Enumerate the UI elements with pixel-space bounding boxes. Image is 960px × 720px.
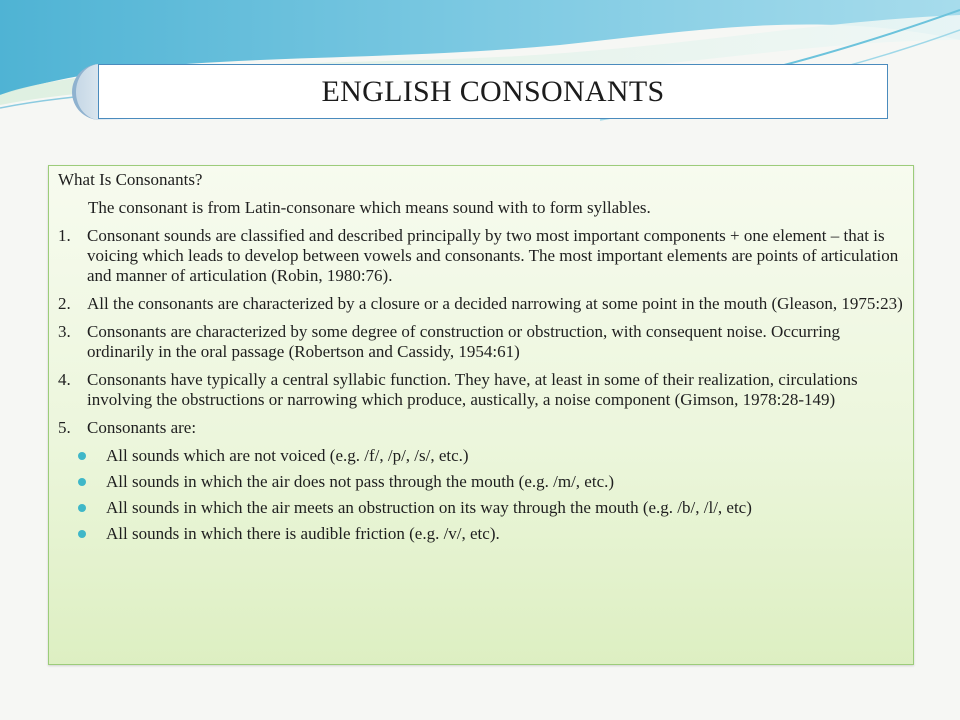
bullet-text: All sounds in which there is audible friction (e.g. /v/, etc). [106, 524, 500, 543]
point-text: Consonants are: [87, 418, 197, 437]
definition-text: The consonant is from Latin-consonare which means sound with to form syllables. [88, 198, 651, 217]
bullet-text: All sounds in which the air meets an obstruction on its way through the mouth (e.g. /b/, /l/, etc) [106, 498, 752, 517]
bullet-dot-icon [78, 530, 86, 538]
list-item [78, 472, 906, 492]
numbered-point-4 [58, 370, 906, 410]
content-body [58, 170, 906, 550]
slide-title: ENGLISH CONSONANTS [321, 74, 665, 108]
bullet-text: All sounds in which the air does not pass through the mouth (e.g. /m/, etc.) [106, 472, 615, 491]
content-heading: What Is Consonants? [58, 170, 203, 189]
consonant-bullet-list [58, 446, 906, 544]
point-text: Consonant sounds are classified and described principally by two most important components + one element – that is voicing which leads to develop between vowels and consonants. The most important elements are points of articulation and manner of articulation (Robin, 1980:76). [87, 226, 899, 285]
point-text: Consonants are characterized by some degree of construction or obstruction, with consequent noise. Occurring ordinarily in the oral passage (Robertson and Cassidy, 1954:61) [87, 322, 840, 361]
bullet-text: All sounds which are not voiced (e.g. /f/, /p/, /s/, etc.) [106, 446, 469, 465]
bullet-dot-icon [78, 452, 86, 460]
numbered-point-1 [58, 226, 906, 286]
point-text: Consonants have typically a central syllabic function. They have, at least in some of their realization, circulations involving the obstructions or narrowing which produce, austically, a noise component (Gimson, 1978:28-149) [87, 370, 858, 409]
bullet-dot-icon [78, 478, 86, 486]
point-number: 2. [58, 294, 71, 313]
point-number: 3. [58, 322, 71, 341]
numbered-point-5 [58, 418, 906, 438]
list-item [78, 498, 906, 518]
point-number: 4. [58, 370, 71, 389]
point-text: All the consonants are characterized by a closure or a decided narrowing at some point in the mouth (Gleason, 1975:23) [87, 294, 903, 313]
bullet-dot-icon [78, 504, 86, 512]
point-number: 5. [58, 418, 71, 437]
numbered-point-2 [58, 294, 906, 314]
list-item [78, 446, 906, 466]
numbered-point-3 [58, 322, 906, 362]
point-number: 1. [58, 226, 71, 245]
list-item [78, 524, 906, 544]
